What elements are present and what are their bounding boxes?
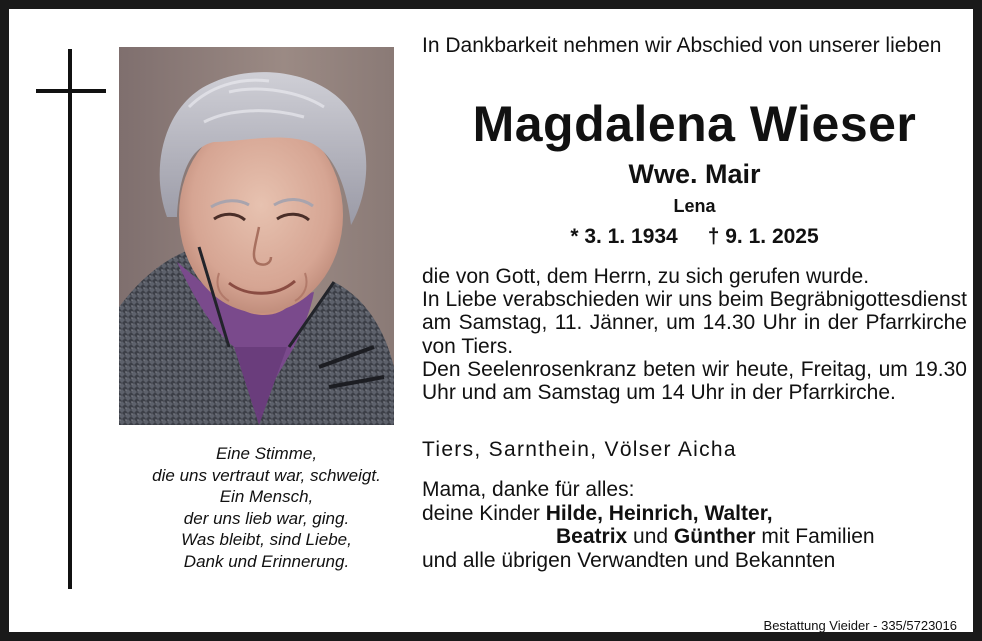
families-suffix: mit Familien [755,525,875,548]
life-dates [422,223,967,251]
conjunction: und [627,525,674,548]
family-thanks [422,478,967,572]
announcement-body [422,265,967,404]
paragraph-rosary: Den Seelenrosenkranz beten wir heute, Freitag, um 19.30 Uhr und am Samstag um 14 Uhr in der Pfarrkirche. [422,357,967,405]
thanks-line: Mama, danke für alles: [422,478,635,501]
death-date: † 9. 1. 2025 [707,225,819,248]
memorial-poem [119,443,414,572]
children-prefix: deine Kinder [422,501,546,525]
child-name: Beatrix [556,525,628,548]
poem-line: Dank und Erinnerung. [183,551,350,571]
relatives-line: und alle übrigen Verwandten und Bekannten [422,548,836,572]
children-names: Hilde, Heinrich, Walter, [545,501,773,525]
birth-date: * 3. 1. 1934 [570,225,678,248]
paragraph-called-home: die von Gott, dem Herrn, zu sich gerufen wurde. [422,265,870,288]
paragraph-funeral-service: In Liebe verabschieden wir uns beim Begräbnigottesdienst am Samstag, 11. Jänner, um 14.30 Uhr in der Pfarrkirche von Tiers. [422,288,967,358]
poem-line: Ein Mensch, [219,487,314,506]
cross-icon-vertical [68,49,72,589]
deceased-name: Magdalena Wieser [472,96,917,152]
poem-line: die uns vertraut war, schweigt. [152,465,381,485]
nickname: Lena [673,196,716,216]
intro-text: In Dankbarkeit nehmen wir Abschied von unserer lieben [422,34,942,57]
portrait-photo [119,47,394,425]
child-name: Günther [673,525,756,548]
poem-line: Was bleibt, sind Liebe, [181,530,352,549]
children-line [422,502,967,526]
funeral-home-credit: Bestattung Vieider - 335/5723016 [763,618,957,633]
children-line-2 [422,525,967,549]
poem-line: Eine Stimme, [215,444,318,463]
poem-line: der uns lieb war, ging. [183,508,350,528]
places-line: Tiers, Sarnthein, Völser Aicha [422,438,737,461]
cross-icon-horizontal [36,89,106,93]
widow-name: Wwe. Mair [628,159,761,189]
